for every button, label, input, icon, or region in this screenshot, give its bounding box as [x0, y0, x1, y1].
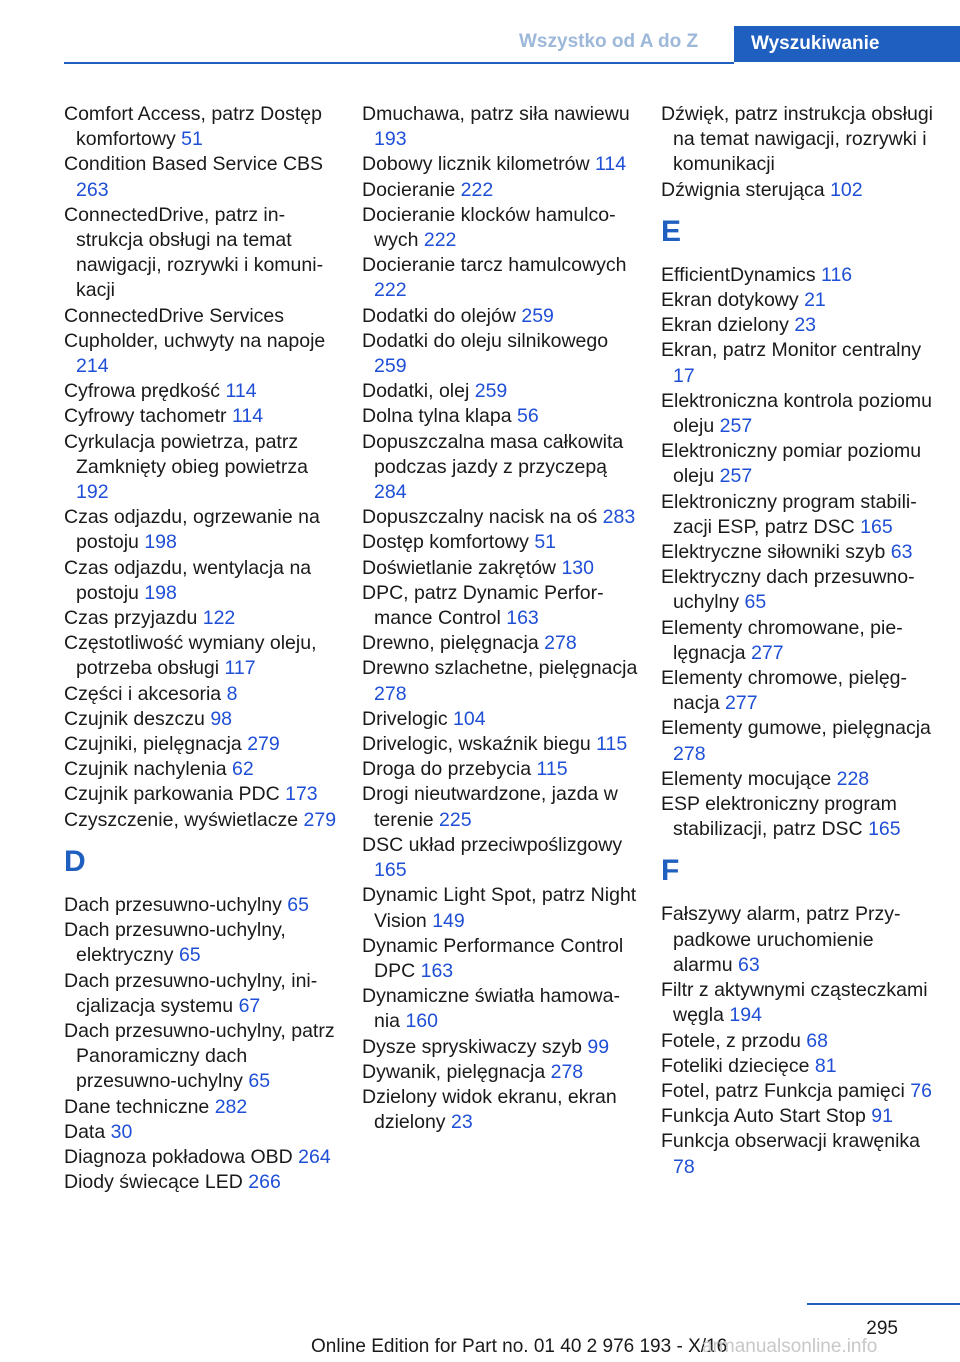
index-entry-text: Elektryczny dach przesuwno-uchylny [661, 566, 915, 614]
page-link[interactable]: 192 [76, 481, 109, 504]
page-link[interactable]: 257 [719, 415, 753, 438]
index-entry-text: Fałszywy alarm, patrz Przypadkowe uruchomienie alarmu [661, 903, 901, 976]
index-entry-text: DPC, patrz Dynamic Performance Control [362, 581, 604, 630]
index-entry [661, 666, 937, 716]
page-link[interactable]: 56 [517, 405, 539, 428]
index-entry [661, 1054, 937, 1079]
page-link[interactable]: 257 [719, 465, 753, 488]
index-entry [362, 732, 638, 757]
page-link[interactable]: 160 [405, 1010, 438, 1033]
index-entry [64, 556, 340, 606]
index-entry-text: Condition Based Service CBS [64, 153, 324, 176]
index-entry-text: Drewno, pielęgnacja [362, 632, 539, 655]
page-link[interactable]: 91 [871, 1105, 893, 1128]
page-link[interactable]: 67 [238, 994, 261, 1017]
page-link[interactable]: 259 [521, 304, 554, 327]
page-link[interactable]: 114 [225, 380, 257, 403]
index-entry [64, 918, 340, 968]
index-entry-text: Dodatki, olej [362, 380, 470, 403]
index-entry-text: Dysze spryskiwaczy szyb [362, 1035, 582, 1058]
index-entry [64, 505, 340, 555]
index-entry [661, 338, 937, 388]
page-link[interactable]: 198 [144, 581, 177, 604]
index-entry [64, 329, 340, 379]
index-entry-text: Elementy chromowe, pielęgnacja [661, 667, 908, 715]
index-entry-text: Elementy gumowe, pielęgnacja [661, 717, 931, 740]
index-entry [661, 1029, 937, 1054]
index-entry-text: Dostęp komfortowy [362, 531, 529, 554]
index-entry [661, 902, 937, 978]
index-entry-text: Drivelogic, wskaźnik biegu [362, 733, 591, 756]
index-entry-text: Dopuszczalna masa całkowita podczas jazdy z przyczepą [362, 430, 624, 478]
page-link[interactable]: 278 [673, 742, 706, 765]
index-entry-text: Czas przyjazdu [64, 607, 198, 630]
index-entry-text: Czas odjazdu, wentylacja na postoju [64, 556, 312, 604]
page-link[interactable]: 266 [248, 1171, 281, 1194]
index-entry [64, 1019, 340, 1095]
index-entry-text: Funkcja obserwacji krawęnika [661, 1130, 921, 1153]
page-link[interactable]: 115 [536, 758, 568, 781]
index-entry-text: Cyfrowa prędkość [64, 380, 221, 403]
edition-line: Online Edition for Part no. 01 40 2 976 193 - X/16 [311, 1336, 728, 1357]
page-link[interactable]: 65 [178, 944, 201, 967]
index-entry [362, 833, 638, 883]
page-link[interactable]: 17 [673, 364, 695, 387]
index-entry [362, 430, 638, 506]
index-entry-text: Dach przesuwno-uchylny, elektryczny [64, 919, 286, 967]
index-entry [661, 439, 937, 489]
index-entry [661, 1079, 937, 1104]
index-entry [64, 757, 340, 782]
index-entry [661, 716, 937, 766]
index-entry-text: Elementy chromowane, pielęgnacja [661, 616, 903, 664]
page-link[interactable]: 63 [890, 541, 913, 564]
index-entry-text: Ekran dotykowy [661, 289, 799, 312]
page-link[interactable]: 277 [751, 641, 784, 664]
index-entry [64, 782, 340, 807]
index-entry [64, 707, 340, 732]
index-entry-text: Cupholder, uchwyty na napoje [64, 329, 326, 352]
index-entry-text: Dach przesuwno-uchylny [64, 893, 282, 916]
index-entry [64, 152, 340, 202]
page-link[interactable]: 23 [794, 314, 817, 337]
index-entry [362, 329, 638, 379]
index-entry [362, 505, 638, 530]
index-entry [64, 1120, 340, 1145]
index-entry [362, 1035, 638, 1060]
index-entry-text: Dodatki do olejów [362, 304, 516, 327]
index-entry-text: Dane techniczne [64, 1095, 210, 1118]
index-entry [362, 404, 638, 429]
index-entry [64, 893, 340, 918]
index-entry [661, 565, 937, 615]
index-entry-text: Funkcja Auto Start Stop [661, 1105, 866, 1128]
section-tab[interactable]: Wszystko od A do Z [519, 31, 699, 52]
section-letter: D [64, 844, 86, 878]
page-link[interactable]: 278 [374, 682, 407, 705]
index-entry-text: ESP elektroniczny program stabilizacji, patrz DSC [661, 793, 897, 841]
index-entry [661, 540, 937, 565]
page-link[interactable]: 263 [76, 178, 109, 201]
page-link[interactable]: 130 [561, 556, 594, 579]
index-entry [362, 152, 638, 177]
index-entry [362, 631, 638, 656]
active-tab[interactable]: Wyszukiwanie [734, 26, 960, 62]
index-entry-text: Docieranie klocków hamulcowych [362, 203, 616, 252]
page-link[interactable]: 165 [374, 859, 407, 882]
index-entry [362, 707, 638, 732]
page-link[interactable]: 62 [232, 758, 254, 781]
index-entry-text: ConnectedDrive, patrz instrukcja obsługi na temat nawigacji, rozrywki i komunikacji [64, 203, 324, 302]
index-entry [362, 1060, 638, 1085]
index-entry [362, 1085, 638, 1135]
index-entry [362, 883, 638, 933]
index-entry [64, 1170, 340, 1195]
index-entry-text: Dolna tylna klapa [362, 405, 512, 428]
index-entry [661, 263, 937, 288]
index-entry [64, 732, 340, 757]
page-link[interactable]: 65 [744, 591, 767, 614]
page-link[interactable]: 51 [181, 128, 203, 151]
index-entry [661, 102, 937, 178]
index-entry-text: Dźwięk, patrz instrukcja obsługi na temat nawigacji, rozrywki i komunikacji [661, 103, 934, 176]
page-link[interactable]: 65 [287, 893, 309, 916]
index-entry [64, 631, 340, 681]
page-link[interactable]: 259 [474, 380, 508, 403]
index-entry-text: Elektryczne siłowniki szyb [661, 541, 886, 564]
index-entry-text: Elektroniczny pomiar poziomu oleju [661, 440, 922, 488]
index-entry-text: Drivelogic [362, 707, 448, 730]
page-link[interactable]: 194 [729, 1004, 762, 1027]
index-entry-text: Dodatki do oleju silnikowego [362, 329, 609, 352]
index-entry [64, 606, 340, 631]
index-entry-text: Cyrkulacja powietrza, patrz Zamknięty obieg powietrza [64, 430, 308, 478]
page-number: 295 [866, 1318, 898, 1339]
index-entry [64, 102, 340, 152]
index-entry-text: Dach przesuwno-uchylny, inicjalizacja systemu [64, 969, 318, 1017]
index-entry [362, 984, 638, 1034]
index-entry-text: Drogi nieutwardzone, jazda w terenie [362, 783, 618, 831]
page-link[interactable]: 282 [214, 1095, 248, 1118]
index-entry-text: Diody świecące LED [64, 1171, 243, 1194]
index-entry [362, 530, 638, 555]
index-entry [362, 556, 638, 581]
index-entry [64, 969, 340, 1019]
index-entry [64, 404, 340, 429]
page-link[interactable]: 102 [830, 178, 863, 201]
page-link[interactable]: 98 [210, 707, 233, 730]
index-entry [64, 1145, 340, 1170]
page-link[interactable]: 228 [836, 767, 870, 790]
section-letter: F [661, 854, 680, 888]
page-link[interactable]: 8 [226, 682, 238, 705]
page-link[interactable]: 279 [247, 733, 280, 756]
index-entry-text: Doświetlanie zakrętów [362, 556, 557, 579]
index-entry [661, 313, 937, 338]
page-link[interactable]: 21 [804, 289, 826, 312]
index-entry-text: Elektroniczna kontrola poziomu oleju [661, 389, 932, 438]
page-link[interactable]: 149 [432, 909, 465, 932]
index-entry [362, 581, 638, 631]
index-entry [64, 808, 340, 833]
index-entry [362, 304, 638, 329]
index-entry [661, 792, 937, 842]
page-link[interactable]: 104 [453, 707, 486, 730]
page-link[interactable]: 116 [821, 263, 853, 286]
page-link[interactable]: 76 [910, 1079, 932, 1102]
page-link[interactable]: 114 [595, 153, 627, 176]
index-entry-text: Dzielony widok ekranu, ekran dzielony [362, 1085, 617, 1134]
index-column-1 [64, 102, 340, 1195]
index-entry-text: Dmuchawa, patrz siła nawiewu [362, 103, 630, 125]
index-entry [64, 203, 340, 304]
index-entry [64, 430, 340, 506]
index-entry-text: Dynamic Performance Control DPC [362, 934, 624, 982]
page-link[interactable]: 278 [550, 1060, 584, 1083]
index-entry [64, 379, 340, 404]
page-link[interactable]: 279 [303, 808, 337, 831]
header-rule [64, 62, 734, 64]
index-entry-text: Diagnoza pokładowa OBD [64, 1145, 293, 1168]
index-entry-text: Cyfrowy tachometr [64, 405, 227, 428]
index-column-2 [362, 102, 638, 1135]
index-entry-text: Dynamiczne światła hamowania [362, 985, 620, 1033]
page-link[interactable]: 198 [144, 531, 177, 554]
page-link[interactable]: 163 [506, 607, 539, 630]
index-entry [64, 682, 340, 707]
page-link[interactable]: 81 [814, 1054, 837, 1077]
index-entry-text: EfficientDynamics [661, 263, 816, 286]
index-entry-text: Części i akcesoria [64, 682, 222, 705]
page-link[interactable]: 51 [534, 531, 557, 554]
index-entry-text: Czas odjazdu, ogrzewanie na postoju [64, 506, 320, 554]
section-letter: E [661, 214, 682, 248]
index-entry-text: Docieranie [362, 178, 456, 201]
page-link[interactable]: 264 [298, 1145, 331, 1168]
page-link[interactable]: 193 [374, 128, 407, 151]
index-entry-text: Dobowy licznik kilometrów [362, 153, 590, 176]
index-entry [661, 178, 937, 203]
index-entry-text: Czyszczenie, wyświetlacze [64, 808, 299, 831]
index-entry-text: Fotele, z przodu [661, 1029, 801, 1052]
page-link[interactable]: 114 [231, 405, 264, 428]
index-entry [64, 1095, 340, 1120]
index-entry-text: Częstotliwość wymiany oleju, potrzeba obsługi [64, 632, 317, 680]
index-entry-text: Docieranie tarcz hamulcowych [362, 254, 627, 277]
index-entry [362, 782, 638, 832]
index-entry [64, 304, 340, 329]
index-entry [661, 616, 937, 666]
page-link[interactable]: 222 [374, 279, 407, 302]
index-entry-text: Czujnik parkowania PDC [64, 783, 280, 806]
page-link[interactable]: 99 [587, 1035, 610, 1058]
index-entry-text: Comfort Access, patrz Dostęp komfortowy [64, 103, 322, 151]
page-link[interactable]: 115 [596, 733, 628, 756]
page-link[interactable]: 68 [806, 1029, 828, 1052]
index-entry [661, 767, 937, 792]
index-entry [661, 490, 937, 540]
index-entry-text: Drewno szlachetne, pielęgnacja [362, 657, 638, 680]
page-link[interactable]: 284 [374, 481, 407, 504]
index-entry [661, 389, 937, 439]
index-entry-text: Foteliki dziecięce [661, 1054, 810, 1077]
index-entry-text: Filtr z aktywnymi cząsteczkami węgla [661, 979, 928, 1027]
page-link[interactable]: 222 [460, 178, 494, 201]
index-entry-text: Czujnik nachylenia [64, 758, 227, 781]
index-entry [362, 253, 638, 303]
page-header [0, 26, 960, 62]
page-link[interactable]: 278 [544, 632, 577, 655]
index-entry-text: Fotel, patrz Funkcja pamięci [661, 1079, 905, 1102]
index-entry-text: Droga do przebycia [362, 758, 532, 781]
index-entry-text: Data [64, 1120, 106, 1143]
page-link[interactable]: 78 [673, 1155, 695, 1178]
index-entry-text: Elementy mocujące [661, 767, 832, 790]
page-link[interactable]: 63 [738, 953, 760, 976]
page-link[interactable]: 259 [374, 355, 407, 378]
page-link[interactable]: 23 [450, 1111, 473, 1134]
page-link[interactable]: 163 [420, 959, 454, 982]
index-entry-text: Ekran dzielony [661, 314, 789, 337]
page-link[interactable]: 122 [202, 607, 236, 630]
page-link[interactable]: 65 [248, 1070, 271, 1093]
index-entry-text: Czujniki, pielęgnacja [64, 733, 242, 756]
page-link[interactable]: 30 [110, 1120, 133, 1143]
index-entry [661, 288, 937, 313]
page-link[interactable]: 117 [224, 657, 256, 680]
index-entry-text: Elektroniczny program stabilizacji ESP, patrz DSC [661, 490, 917, 538]
index-entry-text: Dywanik, pielęgnacja [362, 1060, 546, 1083]
index-entry-text: Czujnik deszczu [64, 707, 205, 730]
page-link[interactable]: 277 [725, 692, 758, 715]
index-entry-text: Ekran, patrz Monitor centralny [661, 339, 922, 362]
footer-rule [807, 1303, 960, 1305]
page-link[interactable]: 165 [860, 515, 893, 538]
index-column-3 [661, 102, 937, 1180]
index-entry-text: DSC układ przeciwpoślizgowy [362, 833, 623, 856]
index-entry-text: Dynamic Light Spot, patrz Night Vision [362, 884, 637, 932]
page-link[interactable]: 214 [76, 355, 109, 378]
index-entry-text: Dopuszczalny nacisk na oś [362, 506, 598, 529]
index-entry [362, 379, 638, 404]
watermark: armanualsonline.info [702, 1336, 878, 1357]
page-link[interactable]: 225 [439, 808, 472, 831]
index-entry-text: Dach przesuwno-uchylny, patrz Panoramiczny dach przesuwno-uchylny [64, 1019, 335, 1093]
index-entry [661, 978, 937, 1028]
index-entry [362, 178, 638, 203]
index-entry-text: Dźwignia sterująca [661, 178, 825, 201]
index-entry [362, 102, 638, 152]
page-link[interactable]: 173 [285, 783, 318, 806]
index-entry-text: ConnectedDrive Services [64, 304, 285, 327]
index-entry [362, 203, 638, 253]
page-link[interactable]: 165 [868, 818, 901, 841]
page-link[interactable]: 222 [423, 229, 457, 252]
page-link[interactable]: 283 [602, 506, 636, 529]
index-entry [661, 1104, 937, 1129]
index-entry [362, 757, 638, 782]
index-entry [362, 934, 638, 984]
index-entry [362, 656, 638, 706]
index-entry [661, 1129, 937, 1179]
